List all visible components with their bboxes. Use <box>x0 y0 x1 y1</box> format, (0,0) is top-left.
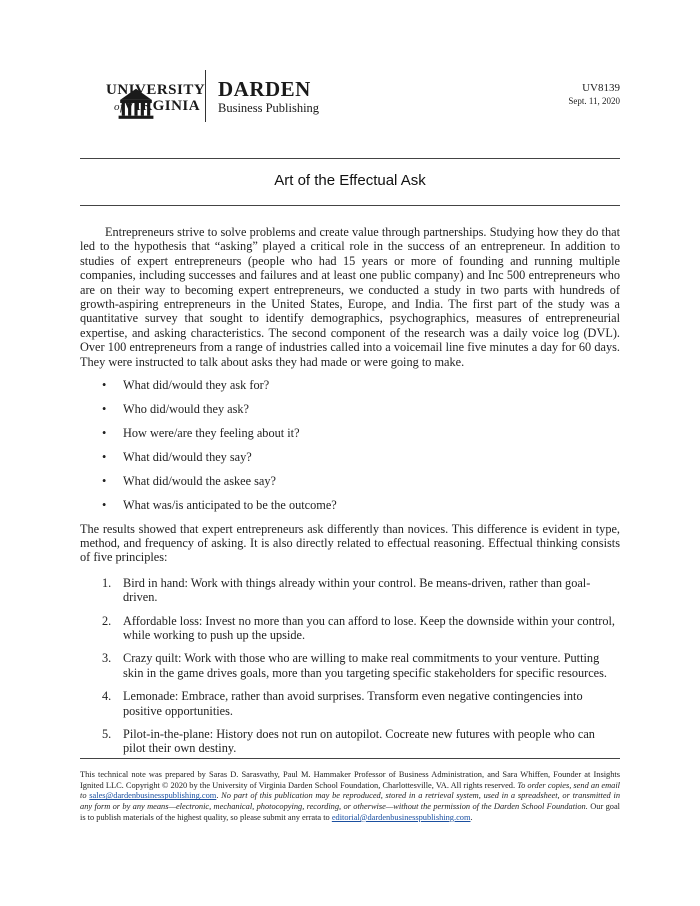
uva-line1: UNIVERSITY <box>106 82 206 98</box>
results-paragraph: The results showed that expert entrepreneurs ask differently than novices. This difference is evident in type, method, and frequency of asking. It is also directly related to effectual reasoning. Effectual thinking consists of five principles: <box>80 521 620 565</box>
list-item: 2. Affordable loss: Invest no more than you can afford to lose. Keep the downside within your control, while working to push up the upside. <box>102 613 615 642</box>
list-item: • What did/would they say? <box>102 449 252 464</box>
uva-wordmark <box>106 82 205 115</box>
bullet-icon: • <box>102 401 107 416</box>
darden-subtitle: Business Publishing <box>218 101 320 115</box>
bullet-icon: • <box>102 449 107 464</box>
header-rule <box>80 158 620 159</box>
uva-of: of <box>114 101 124 113</box>
list-item: 1. Bird in hand: Work with things already within your control. Be means-driven, rather than goal-driven. <box>102 575 591 605</box>
principles-list <box>80 576 620 756</box>
uva-line2: VIRGINIA <box>123 98 201 114</box>
sales-email-link[interactable]: sales@dardenbusinesspublishing.com <box>89 791 217 801</box>
case-date: Sept. 11, 2020 <box>568 96 620 106</box>
bullet-icon: • <box>102 497 107 512</box>
bullet-icon: • <box>102 473 107 488</box>
list-item: 4. Lemonade: Embrace, rather than avoid surprises. Transform even negative contingencies into positive opportunities. <box>102 689 583 718</box>
case-number: UV8139 <box>582 82 620 94</box>
list-item: • What was/is anticipated to be the outcome? <box>102 497 337 512</box>
list-item: • Who did/would they ask? <box>102 401 250 416</box>
darden-title: DARDEN <box>218 77 311 101</box>
footer-rule <box>80 758 620 759</box>
editorial-email-link[interactable]: editorial@dardenbusinesspublishing.com <box>331 812 471 822</box>
intro-paragraph: Entrepreneurs strive to solve problems and create value through partnerships. Studying how they do that led to the hypothesis that “asking” played a critical role in the success of an entrepreneur. In addition to studies of expert entrepreneurs (people who had 15 years or more of founding and running multiple companies, including successes and failures and at least one public company) and Inc 500 entrepreneurs who are on their way to becoming expert entrepreneurs, we conducted a study in two parts with hundreds of growth-aspiring entrepreneurs in the United States, Europe, and India. The first part of the study was a quantitative survey that sought to identify demographics, psychographics, measures of entrepreneurial expertise, and asking characteristics. The second component of the research was a daily voice log (DVL). Over 100 entrepreneurs from a range of industries called into a voicemail line five minutes a day for 60 days. They were instructed to talk about asks they had made or were going to make. <box>80 225 620 369</box>
list-item: 3. Crazy quilt: Work with those who are willing to make real commitments to your venture. Putting skin in the game drives goals, more than you targeting specific stakeholders for specific resources. <box>102 651 607 680</box>
title-rule <box>80 205 620 206</box>
bullet-icon: • <box>102 378 107 393</box>
list-item: 5. Pilot-in-the-plane: History does not run on autopilot. Cocreate new futures with people who can pilot their own destiny. <box>102 726 595 756</box>
list-item: • What did/would the askee say? <box>102 473 276 488</box>
list-item: • How were/are they feeling about it? <box>102 425 300 440</box>
darden-wordmark <box>218 78 319 116</box>
document-header <box>80 68 620 138</box>
logo-divider <box>205 70 206 122</box>
page-title: Art of the Effectual Ask <box>274 172 426 189</box>
case-identifier <box>568 82 620 108</box>
footer-note: This technical note was prepared by Saras D. Sarasvathy, Paul M. Hammaker Professor of Business Administration, and Sara Whiffen, Founder at Insights Ignited LLC. Copyright © 2020 by the University of Virginia Darden School Foundation, Charlottesville, VA. All rights reserved. To order copies, send an email to sales@dardenbusinesspublishing.com. No part of this publication may be reproduced, stored in a retrieval system, used in a spreadsheet, or transmitted in any form or by any means—electronic, mechanical, photocopying, recording, or otherwise—without the permission of the Darden School Foundation. Our goal is to publish materials of the highest quality, so please submit any errata to editorial@dardenbusinesspublishing.com. <box>80 770 621 822</box>
bullet-icon: • <box>102 425 107 440</box>
question-list <box>80 378 620 512</box>
list-item: • What did/would they ask for? <box>102 378 270 393</box>
document-body <box>80 225 620 765</box>
